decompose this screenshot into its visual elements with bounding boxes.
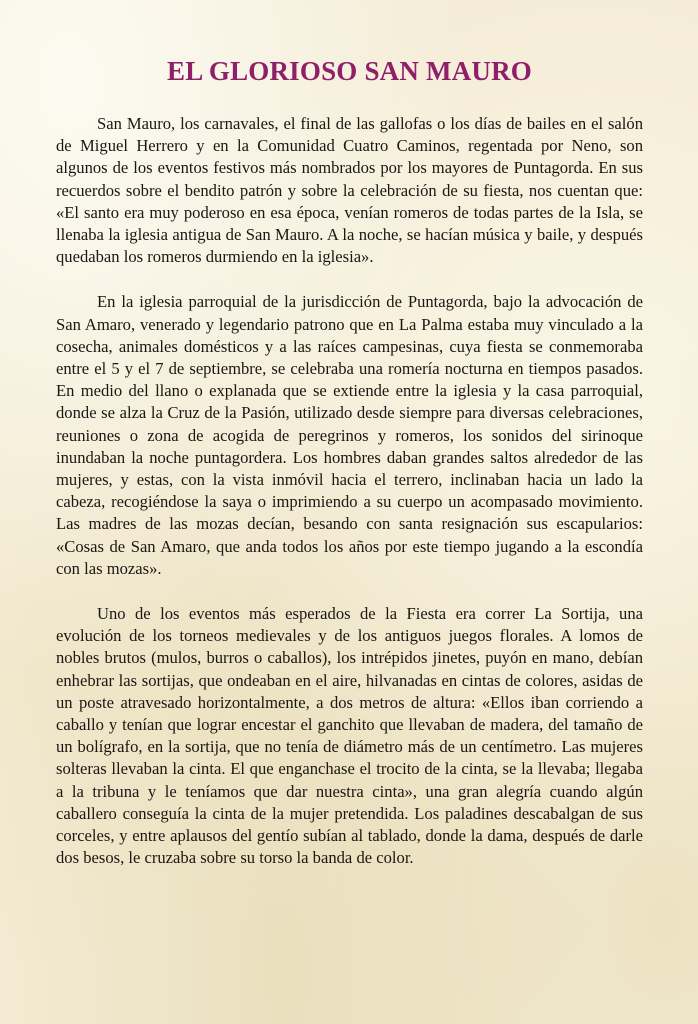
paragraph-1: San Mauro, los carnavales, el final de las gallofas o los días de bailes en el salón de Miguel Herrero y en la Comunidad Cuatro Caminos, regentada por Neno, son algunos de los eventos festivos más nombrados por los mayores de Puntagorda. En sus recuerdos sobre el bendito patrón y sobre la celebración de su fiesta, nos cuentan que: «El santo era muy poderoso en esa época, venían romeros de todas partes de la Isla, se llenaba la iglesia antigua de San Mauro. A la noche, se hacían música y baile, y después quedaban los romeros durmiendo en la iglesia». [56,114,643,267]
paragraph-3: Uno de los eventos más esperados de la Fiesta era correr La Sortija, una evolución de los torneos medievales y de los antiguos juegos florales. A lomos de nobles brutos (mulos, burros o caballos), los intrépidos jinetes, puyón en mano, debían enhebrar las sortijas, que ondeaban en el aire, hilvanadas en cintas de colores, asidas de un poste atravesado horizontalmente, a dos metros de altura: «Ellos iban corriendo a caballo y tenían que lograr encestar el ganchito que llevaban de madera, del tamaño de un bolígrafo, en la sortija, que no tenía de diámetro más de un centímetro. Las mujeres solteras llevaban la cinta. El que enganchase el trocito de la cinta, se la llevaba; llegaba a la tribuna y le teníamos que dar nuestra cinta», una gran alegría cuando algún caballero conseguía la cinta de la mujer pretendida. Los paladines descabalgan de sus corceles, y entre aplausos del gentío subían al tablado, donde la dama, después de darle dos besos, le cruzaba sobre su torso la banda de color. [56,604,643,868]
paragraph-2: En la iglesia parroquial de la jurisdicción de Puntagorda, bajo la advocación de San Amaro, venerado y legendario patrono que en La Palma estaba muy vinculado a la cosecha, animales domésticos y a las raíces campesinas, cuya fiesta se conmemoraba entre el 5 y el 7 de septiembre, se celebraba una romería nocturna en tiempos pasados. En medio del llano o explanada que se extiende entre la iglesia y la casa parroquial, donde se alza la Cruz de la Pasión, utilizado desde siempre para diversas celebraciones, reuniones o zona de acogida de peregrinos y romeros, los sonidos del sirinoque inundaban la noche puntagordera. Los hombres daban grandes saltos alrededor de las mujeres, y estas, con la vista inmóvil hacia el terrero, inclinaban hacia un lado la cabeza, recogiéndose la saya o imprimiendo a su cuerpo un acompasado movimiento. Las madres de las mozas decían, besando con santa resignación sus escapularios: «Cosas de San Amaro, que anda todos los años por este tiempo jugando a la escondía con las mozas». [56,292,643,578]
page-title: EL GLORIOSO SAN MAURO [166,56,532,86]
